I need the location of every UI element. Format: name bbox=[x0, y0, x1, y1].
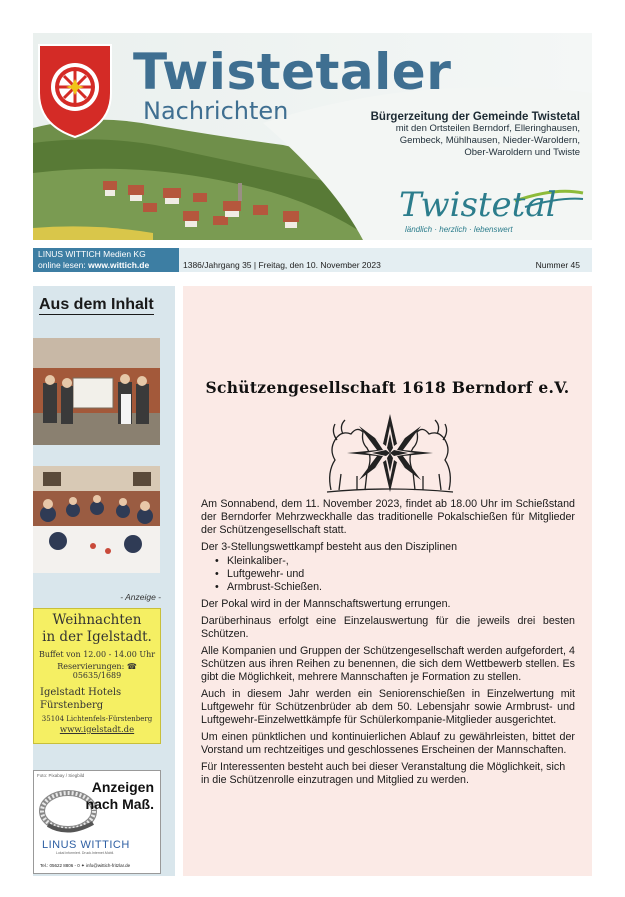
wittich-ad[interactable] bbox=[33, 770, 161, 874]
banquet-photo bbox=[33, 466, 160, 573]
coat-of-arms-icon bbox=[35, 41, 115, 139]
article-headline: Schützengesellschaft 1618 Berndorf e.V. bbox=[205, 378, 570, 397]
article-paragraph: Alle Kompanien und Gruppen der Schützengesellschaft werden aufgefordert, 4 Schützen aus ihren Reihen zu benennen, die sich dem Wettbewerb stellen. Es gibt die Möglichkeit, mehrere Mannschaften je Formation zu stellen. bbox=[201, 645, 575, 683]
ad-label: - Anzeige - bbox=[120, 592, 161, 602]
ad-hotel-name bbox=[34, 686, 160, 712]
online-prefix: online lesen: bbox=[38, 260, 89, 270]
ad-address: 35104 Lichtenfels-Fürstenberg bbox=[41, 715, 153, 723]
ad-buffet-time: Buffet von 12.00 - 14.00 Uhr bbox=[38, 650, 156, 659]
masthead bbox=[33, 33, 592, 240]
online-url-link[interactable]: www.wittich.de bbox=[88, 260, 150, 270]
ad-contact: Tel.: 05622 8806 - 0 ✦ info@wittich-fritzlar.de bbox=[40, 863, 131, 868]
main-article-area bbox=[183, 286, 592, 876]
ad-headline-line: nach Maß. bbox=[85, 796, 154, 812]
tagline bbox=[370, 111, 580, 159]
award-photo bbox=[33, 338, 160, 445]
tagline-line: Ober-Waroldern und Twiste bbox=[464, 147, 580, 158]
article-body bbox=[201, 498, 575, 791]
club-emblem-lions-star-icon bbox=[317, 412, 463, 494]
article-paragraph: Der Pokal wird in der Mannschaftswertung errungen. bbox=[201, 598, 451, 610]
tagline-line: Gembeck, Mühlhausen, Nieder-Waroldern, bbox=[399, 135, 580, 146]
disciplines-list bbox=[215, 555, 575, 594]
sidebar-title: Aus dem Inhalt bbox=[39, 296, 154, 313]
list-item: • Armbrust-Schießen. bbox=[215, 581, 575, 594]
wittich-logo: LINUS WITTICH bbox=[42, 839, 130, 851]
ad-reservation-phone: Reservierungen: ☎ 05635/1689 bbox=[57, 662, 137, 680]
ad-website-link[interactable]: www.igelstadt.de bbox=[59, 725, 135, 735]
tagline-line: mit den Ortsteilen Berndorf, Elleringhausen, bbox=[395, 123, 580, 134]
publisher-box bbox=[33, 248, 179, 272]
sidebar bbox=[33, 286, 175, 876]
article-paragraph: Auch in diesem Jahr werden ein Seniorenschießen in Einzelwertung mit Luftgewehr für Schützenbrüder ab dem 50. Lebensjahr sowie Armbrust- und Luftgewehr-Einzelwettkämpfe für Schülerkompanie-Mitglieder ausgerichtet. bbox=[201, 688, 575, 726]
issue-number: Nummer 45 bbox=[535, 260, 580, 270]
newspaper-subtitle: Nachrichten bbox=[143, 97, 289, 125]
municipality-motto: ländlich · herzlich · lebenswert bbox=[405, 225, 513, 234]
ad-hotel-line: Igelstadt Hotels bbox=[40, 687, 122, 698]
article-paragraph: Der 3-Stellungswettkampf besteht aus den Disziplinen bbox=[201, 541, 458, 553]
online-read bbox=[38, 260, 174, 271]
municipality-logo-text: Twistetal bbox=[399, 185, 557, 225]
article-paragraph: Am Sonnabend, dem 11. November 2023, findet ab 18.00 Uhr im Schießstand der Berndorfer Mehrzweckhalle das traditionelle Pokalschießen für Mitglieder der Schützengesellschaft statt. bbox=[201, 498, 575, 536]
igelstadt-ad[interactable] bbox=[33, 608, 161, 744]
publisher-name: LINUS WITTICH Medien KG bbox=[38, 249, 146, 259]
article-paragraph: Für Interessenten besteht auch bei dieser Veranstaltung die Möglichkeit, sich in die Schützenrolle einzutragen und Mitglied zu werden. bbox=[201, 761, 566, 786]
ad-headline: Weihnachten bbox=[52, 612, 142, 628]
ad-hotel-line: Fürstenberg bbox=[40, 700, 104, 711]
newspaper-title: Twistetaler bbox=[133, 43, 452, 101]
issue-info-bar bbox=[33, 248, 592, 272]
ad-headline bbox=[86, 779, 154, 813]
article-paragraph: Darüberhinaus erfolgt eine Einzelauswertung für die jeweils drei besten Schützen. bbox=[201, 615, 575, 640]
list-item: • Luftgewehr- und bbox=[215, 568, 575, 581]
issue-date-line: 1386/Jahrgang 35 | Freitag, den 10. November 2023 bbox=[183, 260, 381, 270]
article-paragraph: Um einen pünktlichen und kontinuierlichen Ablauf zu gewährleisten, bittet der Vorstand um rechtzeitiges und geschlossenes Erscheinen der Mannschaften. bbox=[201, 731, 575, 756]
ad-headline-line: Anzeigen bbox=[91, 779, 154, 795]
photo-credit: Foto: Pixabay / Siegbild bbox=[37, 773, 85, 778]
wittich-logo-slogan: Lokal informiert. Druck.Internet.Mobil. bbox=[56, 851, 115, 855]
ad-headline: in der Igelstadt. bbox=[42, 629, 152, 645]
list-item: • Kleinkaliber-, bbox=[215, 555, 575, 568]
tagline-heading: Bürgerzeitung der Gemeinde Twistetal bbox=[370, 111, 580, 123]
